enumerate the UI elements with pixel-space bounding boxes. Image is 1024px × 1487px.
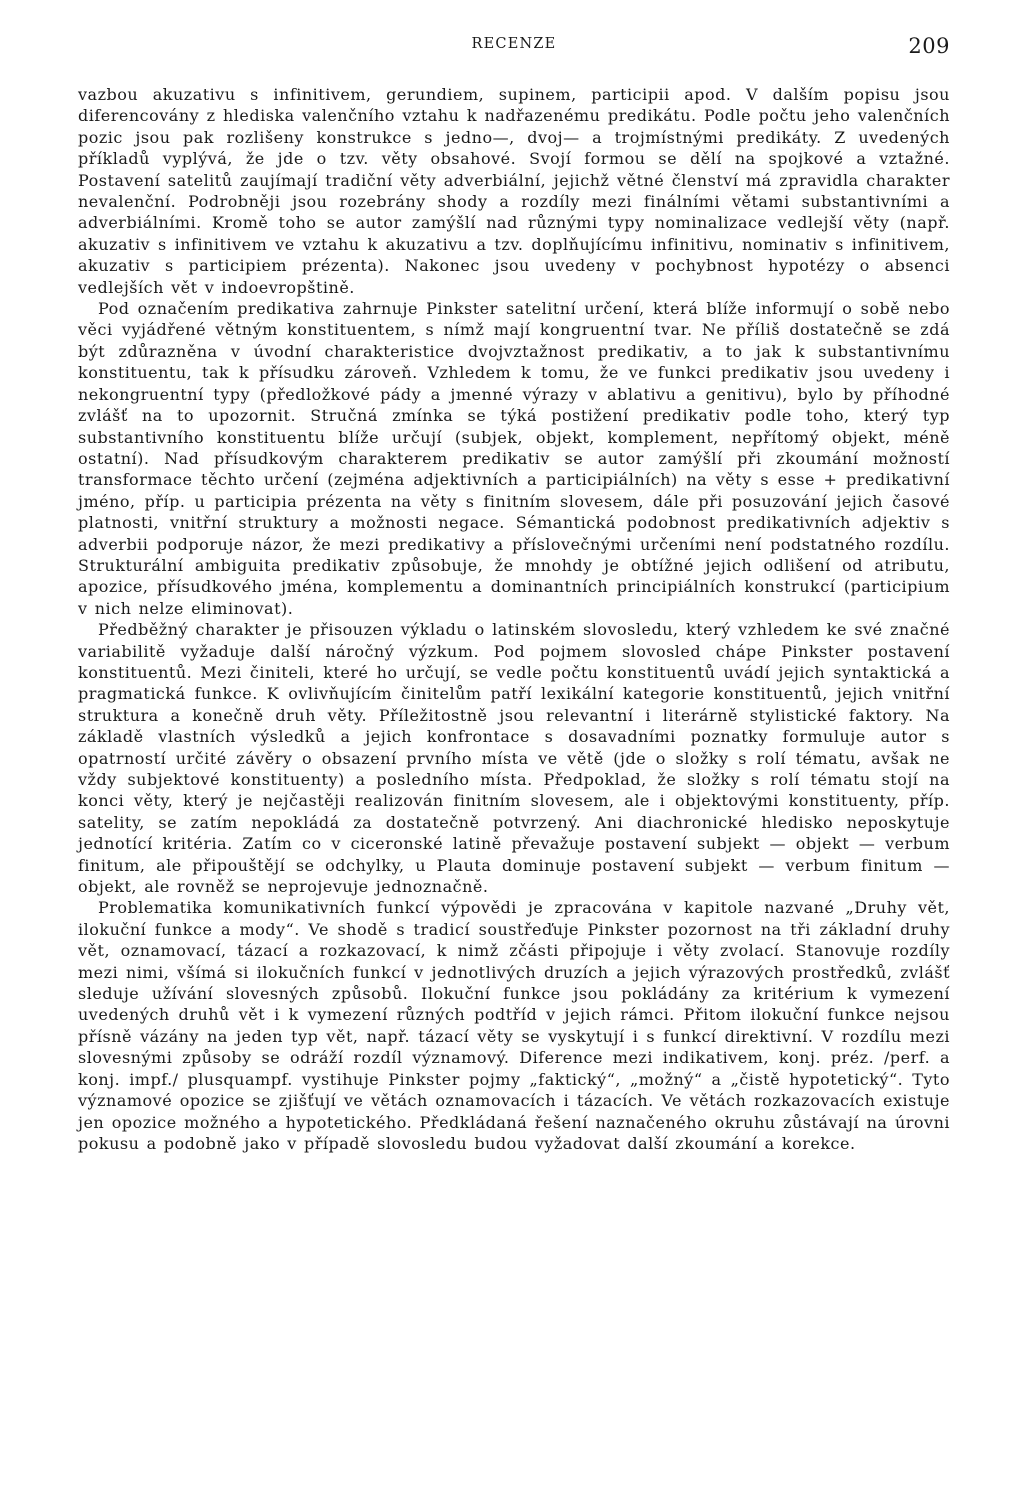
paragraph-2: Pod označením predikativa zahrnuje Pinkster satelitní určení, která blíže informují o sobě nebo věci vyjádřené větným konstituentem, s nímž mají kongruentní tvar. Ne příliš dostatečně se zdá být zdůrazněna v úvodní charakteristice dvojvztažnost predikativ, a to jak k substantivnímu konstituentu, tak k přísudku zároveň. Vzhledem k tomu, že ve funkci predikativ jsou uvedeny i nekongruentní typy (předložkové pády a jmenné výrazy v ablativu a genitivu), bylo by příhodné zvlášť na to upozornit. Stručná zmínka se týká postižení predikativ podle toho, který typ substantivního konstituentu blíže určují (subjek, objekt, komplement, nepřítomý objekt, méně ostatní). Nad přísudkovým charakterem predikativ se autor zamýšlí při zkoumání možností transformace těchto určení (zejména adjektivních a participiálních) na věty s esse + predikativní jméno, příp. u participia prézenta na věty s finitním slovesem, dále při posuzování jejich časové platnosti, vnitřní struktury a možnosti negace. Sémantická podobnost predikativních adjektiv s adverbii podporuje názor, že mezi predikativy a příslovečnými určeními není podstatného rozdílu. Strukturální ambiguita predikativ způsobuje, že mnohdy je obtížné jejich odlišení od atributu, apozice, přísudkového jména, komplementu a dominantních principiálních konstrukcí (participium v nich nelze eliminovat).	[78, 299, 950, 618]
running-head	[78, 30, 950, 64]
body-text	[78, 84, 950, 1154]
paragraph-4: Problematika komunikativních funkcí výpovědi je zpracována v kapitole nazvané „Druhy vět, ilokuční funkce a mody“. Ve shodě s tradicí soustřeďuje Pinkster pozornost na tři základní druhy vět, oznamovací, tázací a rozkazovací, k nimž zčásti připojuje i věty zvolací. Stanovuje rozdíly mezi nimi, všímá si ilokučních funkcí v jednotlivých druzích a jejich výrazových prostředků, zvlášť sleduje užívání slovesných způsobů. Ilokuční funkce jsou pokládány za kritérium k vymezení uvedených druhů vět i k vymezení různých podtříd v jejich rámci. Přitom ilokuční funkce nejsou přísně vázány na jeden typ vět, např. tázací věty se vyskytují i s funkcí direktivní. V rozdílu mezi slovesnými způsoby se odráží rozdíl významový. Diference mezi indikativem, konj. préz. /perf. a konj. impf./ plusquampf. vystihuje Pinkster pojmy „faktický“, „možný“ a „čistě hypotetický“. Tyto významové opozice se zjišťují ve větách oznamovacích i tázacích. Ve větách rozkazovacích existuje jen opozice možného a hypotetického. Předkládaná řešení naznačeného okruhu zůstávají na úrovni pokusu a podobně jako v případě slovosledu budou vyžadovat další zkoumání a korekce.	[78, 898, 950, 1153]
running-title: RECENZE	[471, 36, 557, 52]
paragraph-3: Předběžný charakter je přisouzen výkladu o latinském slovosledu, který vzhledem ke své značné variabilitě vyžaduje další náročný výzkum. Pod pojmem slovosled chápe Pinkster postavení konstituentů. Mezi činiteli, které ho určují, se vedle počtu konstituentů uvádí jejich syntaktická a pragmatická funkce. K ovlivňujícím činitelům patří lexikální kategorie konstituentů, jejich vnitřní struktura a konečně druh věty. Příležitostně jsou relevantní i literárně stylistické faktory. Na základě vlastních výsledků a jejich konfrontace s dosavadními poznatky formuluje autor s opatrností určité závěry o obsazení prvního místa ve větě (jde o složky s rolí tématu, avšak ne vždy subjektové konstituenty) a posledního místa. Předpoklad, že složky s rolí tématu stojí na konci věty, který je nejčastěji realizován finitním slovesem, ale i objektovými konstituenty, příp. satelity, se zatím nepokládá za dostatečně potvrzený. Ani diachronické hledisko neposkytuje jednotící kritéria. Zatím co v ciceronské latině převažuje postavení subjekt — objekt — verbum finitum, ale připouštějí se odchylky, u Plauta dominuje postavení subjekt — verbum finitum — objekt, ale rovněž se neprojevuje jednoznačně.	[78, 620, 950, 897]
page-number: 209	[908, 34, 950, 58]
page	[78, 30, 950, 1154]
paragraph-1: vazbou akuzativu s infinitivem, gerundiem, supinem, participii apod. V dalším popisu jsou diferencovány z hlediska valenčního vztahu k nadřazenému predikátu. Podle počtu jeho valenčních pozic jsou pak rozlišeny konstrukce s jedno—, dvoj— a trojmístnými predikáty. Z uvedených příkladů vyplývá, že jde o tzv. věty obsahové. Svojí formou se dělí na spojkové a vztažné. Postavení satelitů zaujímají tradiční věty adverbiální, jejichž větné členství má zpravidla charakter nevalenční. Podrobněji jsou rozebrány shody a rozdíly mezi finálními větami substantivními a adverbiálními. Kromě toho se autor zamýšlí nad různými typy nominalizace vedlejší věty (např. akuzativ s infinitivem ve vztahu k akuzativu a tzv. doplňujícímu infinitivu, nominativ s infinitivem, akuzativ s participiem prézenta). Nakonec jsou uvedeny v pochybnost hypotézy o absenci vedlejších vět v indoevropštině.	[78, 85, 950, 297]
